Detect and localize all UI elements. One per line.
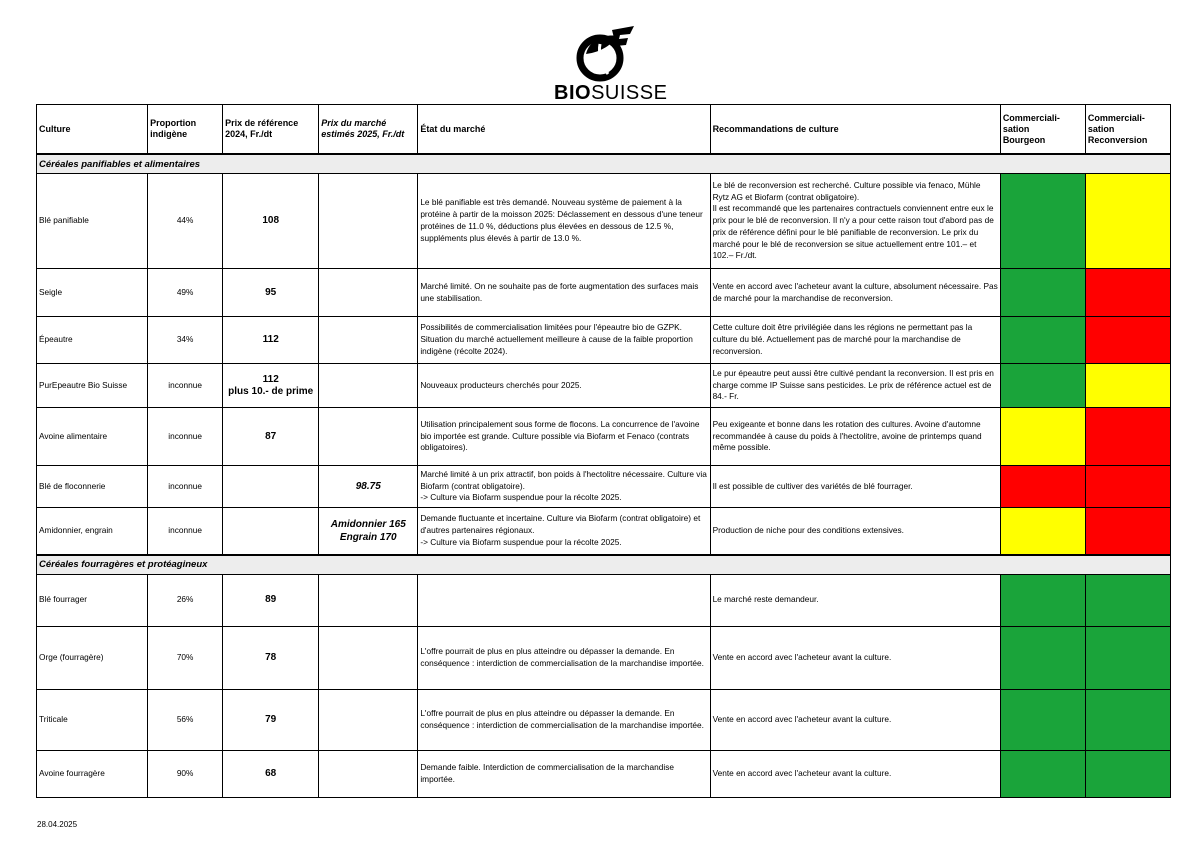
cell-etat-marche: Le blé panifiable est très demandé. Nouveau système de paiement à la protéine à partir de la moisson 2025: Déclassement en dessous d'une teneur protéines de 11.0 %, déductions plus élevées en dessous de 12.5 %, suppléments plus élevés à partir de 13.0 %. [418,174,710,269]
cell-proportion: 56% [148,689,223,750]
logo-wordmark: BIOSUISSE [554,82,668,104]
status-reconversion [1085,364,1170,408]
status-reconversion [1085,269,1170,317]
market-table [36,104,1171,798]
header-etat-marche: État du marché [418,105,710,155]
table-row [37,269,1171,317]
cell-etat-marche [418,574,710,626]
cell-prix-reference: 68 [223,750,319,797]
cell-prix-marche [319,626,418,689]
cell-prix-reference: 79 [223,689,319,750]
cell-prix-marche [319,174,418,269]
cell-proportion: inconnue [148,408,223,466]
cell-recommandation: Vente en accord avec l'acheteur avant la culture, absolument nécessaire. Pas de marché pour la marchandise de reconversion. [710,269,1000,317]
cell-recommandation: Le pur épeautre peut aussi être cultivé pendant la reconversion. Il est pris en charge comme IP Suisse sans pesticides. Le prix de référence actuel est de 84.- Fr. [710,364,1000,408]
status-reconversion [1085,174,1170,269]
cell-recommandation: Production de niche pour des conditions extensives. [710,508,1000,555]
cell-proportion: 44% [148,174,223,269]
cell-prix-reference: 108 [223,174,319,269]
cell-prix-marche [319,408,418,466]
cell-recommandation: Il est possible de cultiver des variétés de blé fourrager. [710,466,1000,508]
cell-recommandation: Le blé de reconversion est recherché. Culture possible via fenaco, Mühle Rytz AG et Biofarm (contrat obligatoire). Il est recommandé que les partenaires contractuels conviennent entre eux le prix pour le blé de reconversion. Il n'y a pour cette raison tout d'abord pas de prix de référence défini pour le blé panifiable de reconversion. Le prix du marché pour le blé de reconversion se situe actuellement entre 101.– et 102.– Fr./dt. [710,174,1000,269]
status-bourgeon [1000,317,1085,364]
table-row [37,508,1171,555]
cell-culture: Orge (fourragère) [37,626,148,689]
status-bourgeon [1000,269,1085,317]
table-row [37,174,1171,269]
section-row [37,154,1171,174]
status-bourgeon [1000,174,1085,269]
cell-culture: Avoine fourragère [37,750,148,797]
cell-prix-reference: 112 plus 10.- de prime [223,364,319,408]
cell-culture: Blé fourrager [37,574,148,626]
table-row [37,750,1171,797]
cell-etat-marche: Demande faible. Interdiction de commercialisation de la marchandise importée. [418,750,710,797]
cell-proportion: 90% [148,750,223,797]
cell-proportion: 49% [148,269,223,317]
section-row [37,555,1171,575]
status-bourgeon [1000,364,1085,408]
cell-prix-marche [319,269,418,317]
table-row [37,626,1171,689]
cell-prix-reference: 112 [223,317,319,364]
cell-recommandation: Vente en accord avec l'acheteur avant la culture. [710,750,1000,797]
cell-prix-marche [319,750,418,797]
header-culture: Culture [37,105,148,155]
cell-culture: Triticale [37,689,148,750]
cell-etat-marche: Nouveaux producteurs cherchés pour 2025. [418,364,710,408]
cell-prix-reference [223,508,319,555]
header-prix-marche: Prix du marché estimés 2025, Fr./dt [319,105,418,155]
status-reconversion [1085,466,1170,508]
cell-prix-marche [319,574,418,626]
cell-culture: PurEpeautre Bio Suisse [37,364,148,408]
status-bourgeon [1000,508,1085,555]
cell-proportion: inconnue [148,466,223,508]
cell-prix-marche [319,317,418,364]
status-bourgeon [1000,466,1085,508]
status-reconversion [1085,408,1170,466]
cell-etat-marche: Marché limité. On ne souhaite pas de forte augmentation des surfaces mais une stabilisation. [418,269,710,317]
section-title: Céréales fourragères et protéagineux [37,555,1171,575]
cell-culture: Blé panifiable [37,174,148,269]
cell-etat-marche: Utilisation principalement sous forme de flocons. La concurrence de l'avoine bio importée est grande. Culture possible via Biofarm et Fenaco (contrats obligatoires). [418,408,710,466]
cell-etat-marche: Marché limité à un prix attractif, bon poids à l'hectolitre nécessaire. Culture via Biofarm (contrat obligatoire). -> Culture via Biofarm suspendue pour la récolte 2025. [418,466,710,508]
cell-prix-reference: 87 [223,408,319,466]
cell-proportion: inconnue [148,508,223,555]
header-prix-reference: Prix de référence 2024, Fr./dt [223,105,319,155]
table-row [37,364,1171,408]
cell-proportion: 70% [148,626,223,689]
cell-prix-marche: 98.75 [319,466,418,508]
section-title: Céréales panifiables et alimentaires [37,154,1171,174]
cell-prix-marche [319,689,418,750]
table-row [37,466,1171,508]
cell-etat-marche: Demande fluctuante et incertaine. Culture via Biofarm (contrat obligatoire) et d'autres partenaires régionaux. -> Culture via Biofarm suspendue pour la récolte 2025. [418,508,710,555]
biosuisse-logo [546,24,666,104]
cell-proportion: 34% [148,317,223,364]
status-reconversion [1085,574,1170,626]
status-bourgeon [1000,689,1085,750]
cell-culture: Amidonnier, engrain [37,508,148,555]
cell-etat-marche: L'offre pourrait de plus en plus atteindre ou dépasser la demande. En conséquence : interdiction de commercialisation de la marchandise importée. [418,689,710,750]
cell-recommandation: Le marché reste demandeur. [710,574,1000,626]
cell-prix-marche [319,364,418,408]
cell-prix-reference: 89 [223,574,319,626]
cell-recommandation: Cette culture doit être privilégiée dans les régions ne permettant pas la culture du blé. Actuellement pas de marché pour la marchandise de reconversion. [710,317,1000,364]
header-proportion: Proportion indigène [148,105,223,155]
table-row [37,317,1171,364]
bud-logo-icon [572,24,642,82]
status-reconversion [1085,626,1170,689]
header-comm-reconversion: Commerciali- sation Reconversion [1085,105,1170,155]
status-bourgeon [1000,750,1085,797]
table-row [37,574,1171,626]
cell-etat-marche: L'offre pourrait de plus en plus atteindre ou dépasser la demande. En conséquence : interdiction de commercialisation de la marchandise importée. [418,626,710,689]
cell-recommandation: Vente en accord avec l'acheteur avant la culture. [710,689,1000,750]
cell-culture: Avoine alimentaire [37,408,148,466]
cell-prix-reference: 78 [223,626,319,689]
header-comm-bourgeon: Commerciali- sation Bourgeon [1000,105,1085,155]
cell-recommandation: Peu exigeante et bonne dans les rotation des cultures. Avoine d'automne recommandée à cause du poids à l'hectolitre, avoine de printemps quand même possible. [710,408,1000,466]
cell-culture: Blé de floconnerie [37,466,148,508]
cell-proportion: 26% [148,574,223,626]
cell-prix-reference: 95 [223,269,319,317]
cell-culture: Épeautre [37,317,148,364]
cell-prix-reference [223,466,319,508]
table-row [37,689,1171,750]
status-bourgeon [1000,574,1085,626]
status-reconversion [1085,317,1170,364]
status-bourgeon [1000,408,1085,466]
status-bourgeon [1000,626,1085,689]
cell-recommandation: Vente en accord avec l'acheteur avant la culture. [710,626,1000,689]
status-reconversion [1085,750,1170,797]
cell-proportion: inconnue [148,364,223,408]
status-reconversion [1085,689,1170,750]
table-header-row [37,105,1171,155]
header-recommandations: Recommandations de culture [710,105,1000,155]
table-row [37,408,1171,466]
status-reconversion [1085,508,1170,555]
cell-etat-marche: Possibilités de commercialisation limitées pour l'épeautre bio de GZPK. Situation du marché actuellement meilleure à cause de la faible proportion indigène (récolte 2024). [418,317,710,364]
cell-prix-marche: Amidonnier 165 Engrain 170 [319,508,418,555]
cell-culture: Seigle [37,269,148,317]
document-date: 28.04.2025 [37,820,78,829]
